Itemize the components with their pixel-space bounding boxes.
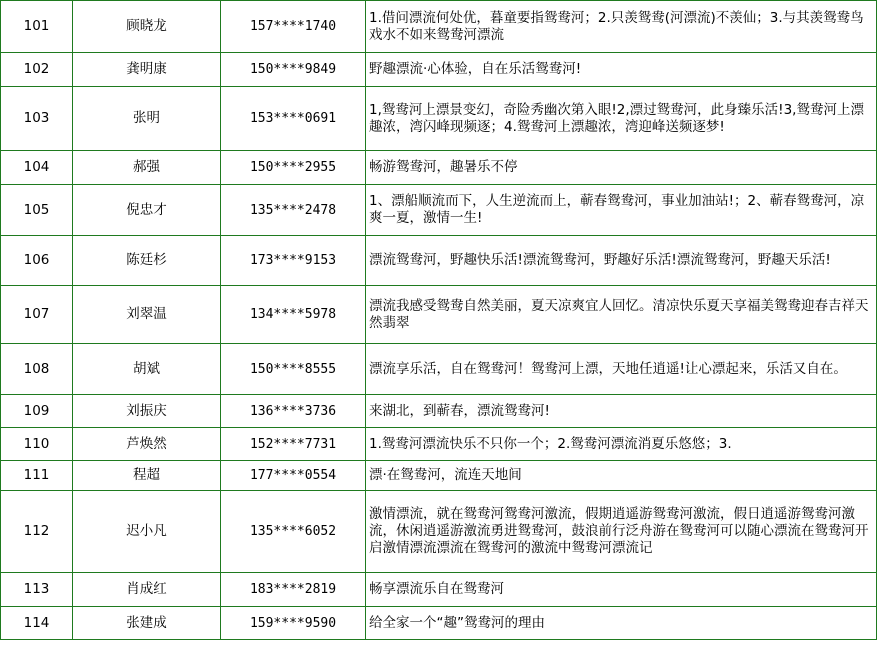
entry-name: 程超 <box>73 461 221 491</box>
entry-phone: 173****9153 <box>221 236 366 286</box>
entry-number: 104 <box>1 151 73 185</box>
entry-name: 张明 <box>73 87 221 151</box>
entry-phone: 134****5978 <box>221 286 366 344</box>
entry-name: 郝强 <box>73 151 221 185</box>
entry-slogan: 激情漂流，就在鸳鸯河鸳鸯河激流，假期逍遥游鸳鸯河激流，假日逍遥游鸳鸯河激流，休闲逍遥游激流勇进鸳鸯河，鼓浪前行泛舟游在鸳鸯河可以随心漂流在鸳鸯河开启激情漂流漂流在鸳鸯河的激流中鸳鸯河漂流记 <box>366 491 877 573</box>
entry-number: 108 <box>1 344 73 395</box>
table-row <box>1 607 877 640</box>
entry-phone: 152****7731 <box>221 428 366 461</box>
entry-slogan: 畅游鸳鸯河，趣暑乐不停 <box>366 151 877 185</box>
table-row <box>1 151 877 185</box>
table-row <box>1 573 877 607</box>
table-row <box>1 491 877 573</box>
table-row <box>1 461 877 491</box>
entry-phone: 135****6052 <box>221 491 366 573</box>
entry-name: 顾晓龙 <box>73 1 221 53</box>
entry-phone: 136****3736 <box>221 395 366 428</box>
entry-number: 111 <box>1 461 73 491</box>
entry-phone: 150****2955 <box>221 151 366 185</box>
entry-slogan: 1.借问漂流何处优，暮童要指鸳鸯河；2.只羡鸳鸯(河漂流)不羡仙；3.与其羡鸳鸯鸟戏水不如来鸳鸯河漂流 <box>366 1 877 53</box>
table-row <box>1 236 877 286</box>
entry-phone: 150****9849 <box>221 53 366 87</box>
entry-phone: 153****0691 <box>221 87 366 151</box>
entry-phone: 183****2819 <box>221 573 366 607</box>
entry-phone: 150****8555 <box>221 344 366 395</box>
entry-number: 103 <box>1 87 73 151</box>
entry-slogan: 漂·在鸳鸯河，流连天地间 <box>366 461 877 491</box>
entry-number: 107 <box>1 286 73 344</box>
entry-name: 肖成红 <box>73 573 221 607</box>
entry-name: 刘振庆 <box>73 395 221 428</box>
entry-number: 106 <box>1 236 73 286</box>
entry-name: 张建成 <box>73 607 221 640</box>
entry-slogan: 1.鸳鸯河漂流快乐不只你一个；2.鸳鸯河漂流消夏乐悠悠；3. <box>366 428 877 461</box>
entry-name: 陈廷杉 <box>73 236 221 286</box>
entry-slogan: 1,鸳鸯河上漂景变幻，奇险秀幽次第入眼!2,漂过鸳鸯河，此身臻乐活!3,鸳鸯河上漂趣浓，湾闪峰现频逐；4.鸳鸯河上漂趣浓，湾迎峰送频逐梦! <box>366 87 877 151</box>
entry-name: 刘翠温 <box>73 286 221 344</box>
entry-phone: 177****0554 <box>221 461 366 491</box>
entry-name: 迟小凡 <box>73 491 221 573</box>
table-row <box>1 87 877 151</box>
entry-slogan: 1、漂船顺流而下，人生逆流而上，蕲春鸳鸯河，事业加油站!；2、蕲春鸳鸯河，凉爽一夏，激情一生! <box>366 185 877 236</box>
table-row <box>1 344 877 395</box>
entry-slogan: 漂流享乐活，自在鸳鸯河！鸳鸯河上漂，天地任逍遥!让心漂起来，乐活又自在。 <box>366 344 877 395</box>
entry-slogan: 漂流鸳鸯河，野趣快乐活!漂流鸳鸯河，野趣好乐活!漂流鸳鸯河，野趣天乐活! <box>366 236 877 286</box>
table-row <box>1 286 877 344</box>
entry-number: 102 <box>1 53 73 87</box>
table-row <box>1 53 877 87</box>
entry-slogan: 漂流我感受鸳鸯自然美丽，夏天凉爽宜人回忆。清凉快乐夏天享福美鸳鸯迎春吉祥天然翡翠 <box>366 286 877 344</box>
entry-number: 101 <box>1 1 73 53</box>
entry-phone: 159****9590 <box>221 607 366 640</box>
entry-phone: 157****1740 <box>221 1 366 53</box>
entry-phone: 135****2478 <box>221 185 366 236</box>
table-row <box>1 428 877 461</box>
entries-table-body <box>1 1 877 640</box>
entry-name: 芦焕然 <box>73 428 221 461</box>
entry-slogan: 来湖北，到蕲春，漂流鸳鸯河! <box>366 395 877 428</box>
entry-slogan: 畅享漂流乐自在鸳鸯河 <box>366 573 877 607</box>
entry-number: 109 <box>1 395 73 428</box>
table-row <box>1 395 877 428</box>
entry-number: 105 <box>1 185 73 236</box>
entry-slogan: 给全家一个“趣”鸳鸯河的理由 <box>366 607 877 640</box>
entry-name: 龚明康 <box>73 53 221 87</box>
table-row <box>1 185 877 236</box>
entry-number: 112 <box>1 491 73 573</box>
entry-slogan: 野趣漂流·心体验，自在乐活鸳鸯河! <box>366 53 877 87</box>
entry-number: 110 <box>1 428 73 461</box>
table-row <box>1 1 877 53</box>
entry-number: 114 <box>1 607 73 640</box>
entry-name: 胡斌 <box>73 344 221 395</box>
entry-number: 113 <box>1 573 73 607</box>
entry-name: 倪忠才 <box>73 185 221 236</box>
